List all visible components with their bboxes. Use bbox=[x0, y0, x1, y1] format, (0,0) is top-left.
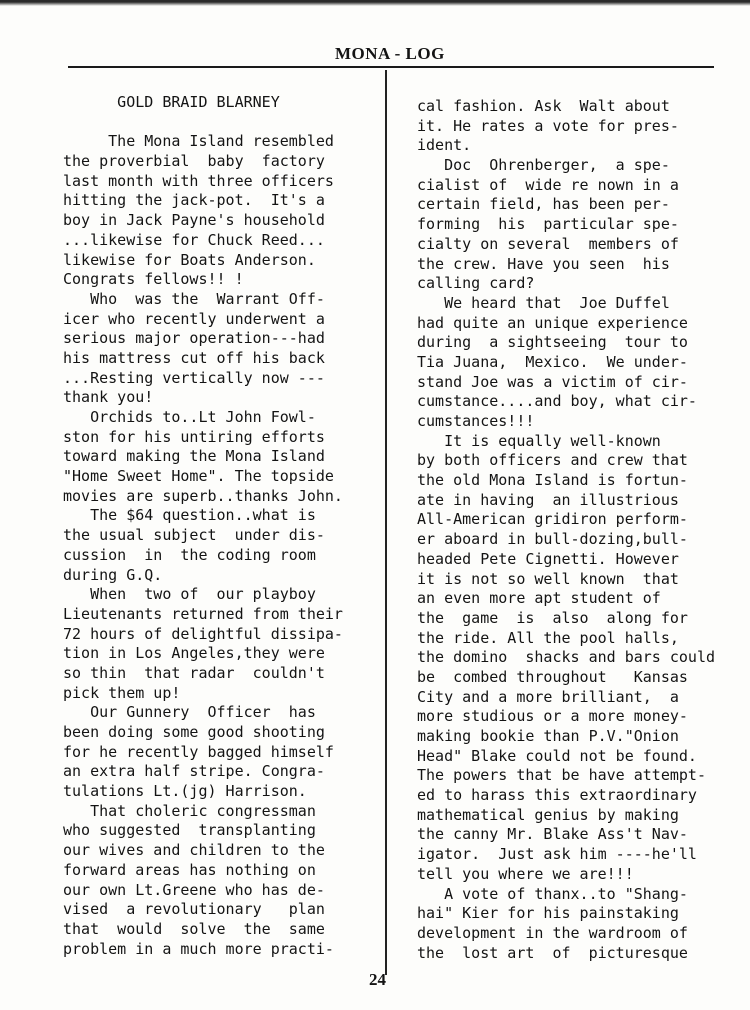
text-line: hai" Kier for his painstaking bbox=[417, 904, 679, 923]
text-line: more studious or a more money- bbox=[417, 707, 688, 726]
text-line: for he recently bagged himself bbox=[63, 742, 334, 761]
text-line: The powers that be have attempt- bbox=[417, 766, 706, 785]
text-line: igator. Just ask him ----he'll bbox=[417, 845, 697, 864]
text-line: hitting the jack-pot. It's a bbox=[63, 191, 325, 210]
text-line: development in the wardroom of bbox=[417, 923, 688, 942]
text-line: er aboard in bull-dozing,bull- bbox=[417, 530, 688, 549]
text-line: problem in a much more practi- bbox=[63, 939, 334, 958]
text-line: toward making the Mona Island bbox=[63, 447, 325, 466]
text-line: during a sightseeing tour to bbox=[417, 333, 688, 352]
text-line: boy in Jack Payne's household bbox=[63, 211, 325, 230]
text-line: Tia Juana, Mexico. We under- bbox=[417, 352, 688, 371]
text-line: cussion in the coding room bbox=[63, 545, 316, 564]
text-line: our own Lt.Greene who has de- bbox=[63, 880, 325, 899]
text-line: icer who recently underwent a bbox=[63, 309, 325, 328]
text-line: That choleric congressman bbox=[63, 801, 316, 820]
text-line: cialty on several members of bbox=[417, 234, 679, 253]
text-line: the lost art of picturesque bbox=[417, 943, 688, 962]
left-column bbox=[63, 93, 343, 959]
text-line: it is not so well known that bbox=[417, 569, 679, 588]
text-line: the usual subject under dis- bbox=[63, 526, 325, 545]
text-line: cialist of wide re nown in a bbox=[417, 175, 679, 194]
text-line: A vote of thanx..to "Shang- bbox=[417, 884, 688, 903]
text-line: our wives and children to the bbox=[63, 841, 325, 860]
text-line: by both officers and crew that bbox=[417, 451, 688, 470]
text-line: We heard that Joe Duffel bbox=[417, 293, 670, 312]
text-line: the domino shacks and bars could bbox=[417, 648, 716, 667]
text-line: "Home Sweet Home". The topside bbox=[63, 467, 334, 486]
text-line: 72 hours of delightful dissipa- bbox=[63, 624, 343, 643]
text-line bbox=[63, 113, 343, 133]
text-line: serious major operation---had bbox=[63, 329, 325, 348]
text-line: the old Mona Island is fortun- bbox=[417, 471, 688, 490]
text-line: who suggested transplanting bbox=[63, 821, 316, 840]
text-line: movies are superb..thanks John. bbox=[63, 486, 343, 505]
text-line: cumstance....and boy, what cir- bbox=[417, 392, 697, 411]
text-line: Orchids to..Lt John Fowl- bbox=[63, 408, 316, 426]
text-line: an even more apt student of bbox=[417, 589, 661, 608]
page-number: 24 bbox=[369, 970, 386, 989]
text-line: The Mona Island resembled bbox=[63, 132, 334, 151]
page-header-title: MONA - LOG bbox=[335, 44, 445, 63]
text-line: Head" Blake could not be found. bbox=[417, 746, 697, 765]
text-line: had quite an unique experience bbox=[417, 313, 688, 332]
text-line: pick them up! bbox=[63, 683, 181, 702]
text-line: Lieutenants returned from their bbox=[63, 604, 343, 623]
text-line: stand Joe was a victim of cir- bbox=[417, 372, 688, 391]
text-line: Who was the Warrant Off- bbox=[63, 289, 325, 308]
text-line: that would solve the same bbox=[63, 919, 325, 938]
text-line: ate in having an illustrious bbox=[417, 490, 679, 509]
text-line: likewise for Boats Anderson. bbox=[63, 250, 316, 269]
text-line: mathematical genius by making bbox=[417, 805, 679, 824]
text-line: the game is also along for bbox=[417, 608, 688, 627]
text-line: so thin that radar couldn't bbox=[63, 663, 325, 682]
text-line: Doc Ohrenberger, a spe- bbox=[417, 156, 670, 175]
text-line: the proverbial baby factory bbox=[63, 152, 325, 171]
text-line: vised a revolutionary plan bbox=[63, 900, 325, 919]
text-line: ...Resting vertically now --- bbox=[63, 368, 325, 387]
text-line: tion in Los Angeles,they were bbox=[63, 644, 325, 663]
text-line: ed to harass this extraordinary bbox=[417, 786, 697, 805]
text-line: It is equally well-known bbox=[417, 431, 661, 450]
text-line: the canny Mr. Blake Ass't Nav- bbox=[417, 825, 688, 844]
text-line: been doing some good shooting bbox=[63, 723, 325, 741]
text-line: his mattress cut off his back bbox=[63, 348, 325, 367]
text-line: City and a more brilliant, a bbox=[417, 687, 679, 706]
text-line: ston for his untiring efforts bbox=[63, 427, 325, 446]
text-line: certain field, has been per- bbox=[417, 195, 670, 214]
text-line: When two of our playboy bbox=[63, 585, 316, 604]
text-line: an extra half stripe. Congra- bbox=[63, 762, 325, 781]
text-line: calling card? bbox=[417, 274, 535, 293]
text-line: headed Pete Cignetti. However bbox=[417, 549, 679, 568]
text-line: All-American gridiron perform- bbox=[417, 510, 688, 529]
text-line: tell you where we are!!! bbox=[417, 864, 634, 883]
text-line: thank you! bbox=[63, 388, 154, 407]
text-line: it. He rates a vote for pres- bbox=[417, 116, 679, 135]
right-column bbox=[417, 97, 715, 963]
text-line: making bookie than P.V."Onion bbox=[417, 727, 679, 745]
text-line: cal fashion. Ask Walt about bbox=[417, 97, 670, 115]
text-line: the ride. All the pool halls, bbox=[417, 628, 679, 647]
text-line: ident. bbox=[417, 136, 472, 155]
text-line: The $64 question..what is bbox=[63, 506, 316, 525]
text-line: ...likewise for Chuck Reed... bbox=[63, 230, 325, 249]
text-line: Congrats fellows!! ! bbox=[63, 270, 244, 289]
text-line: cumstances!!! bbox=[417, 412, 535, 430]
text-line: tulations Lt.(jg) Harrison. bbox=[63, 782, 307, 801]
text-line: forward areas has nothing on bbox=[63, 860, 316, 879]
top-edge-shadow bbox=[0, 0, 750, 6]
text-line: Our Gunnery Officer has bbox=[63, 703, 316, 722]
text-line: during G.Q. bbox=[63, 565, 163, 584]
text-line: forming his particular spe- bbox=[417, 215, 679, 234]
column-divider bbox=[385, 70, 387, 975]
text-line: be combed throughout Kansas bbox=[417, 667, 688, 686]
header-rule bbox=[68, 66, 714, 68]
text-line: last month with three officers bbox=[63, 171, 334, 190]
text-line: the crew. Have you seen his bbox=[417, 254, 670, 273]
text-line: GOLD BRAID BLARNEY bbox=[63, 93, 280, 111]
